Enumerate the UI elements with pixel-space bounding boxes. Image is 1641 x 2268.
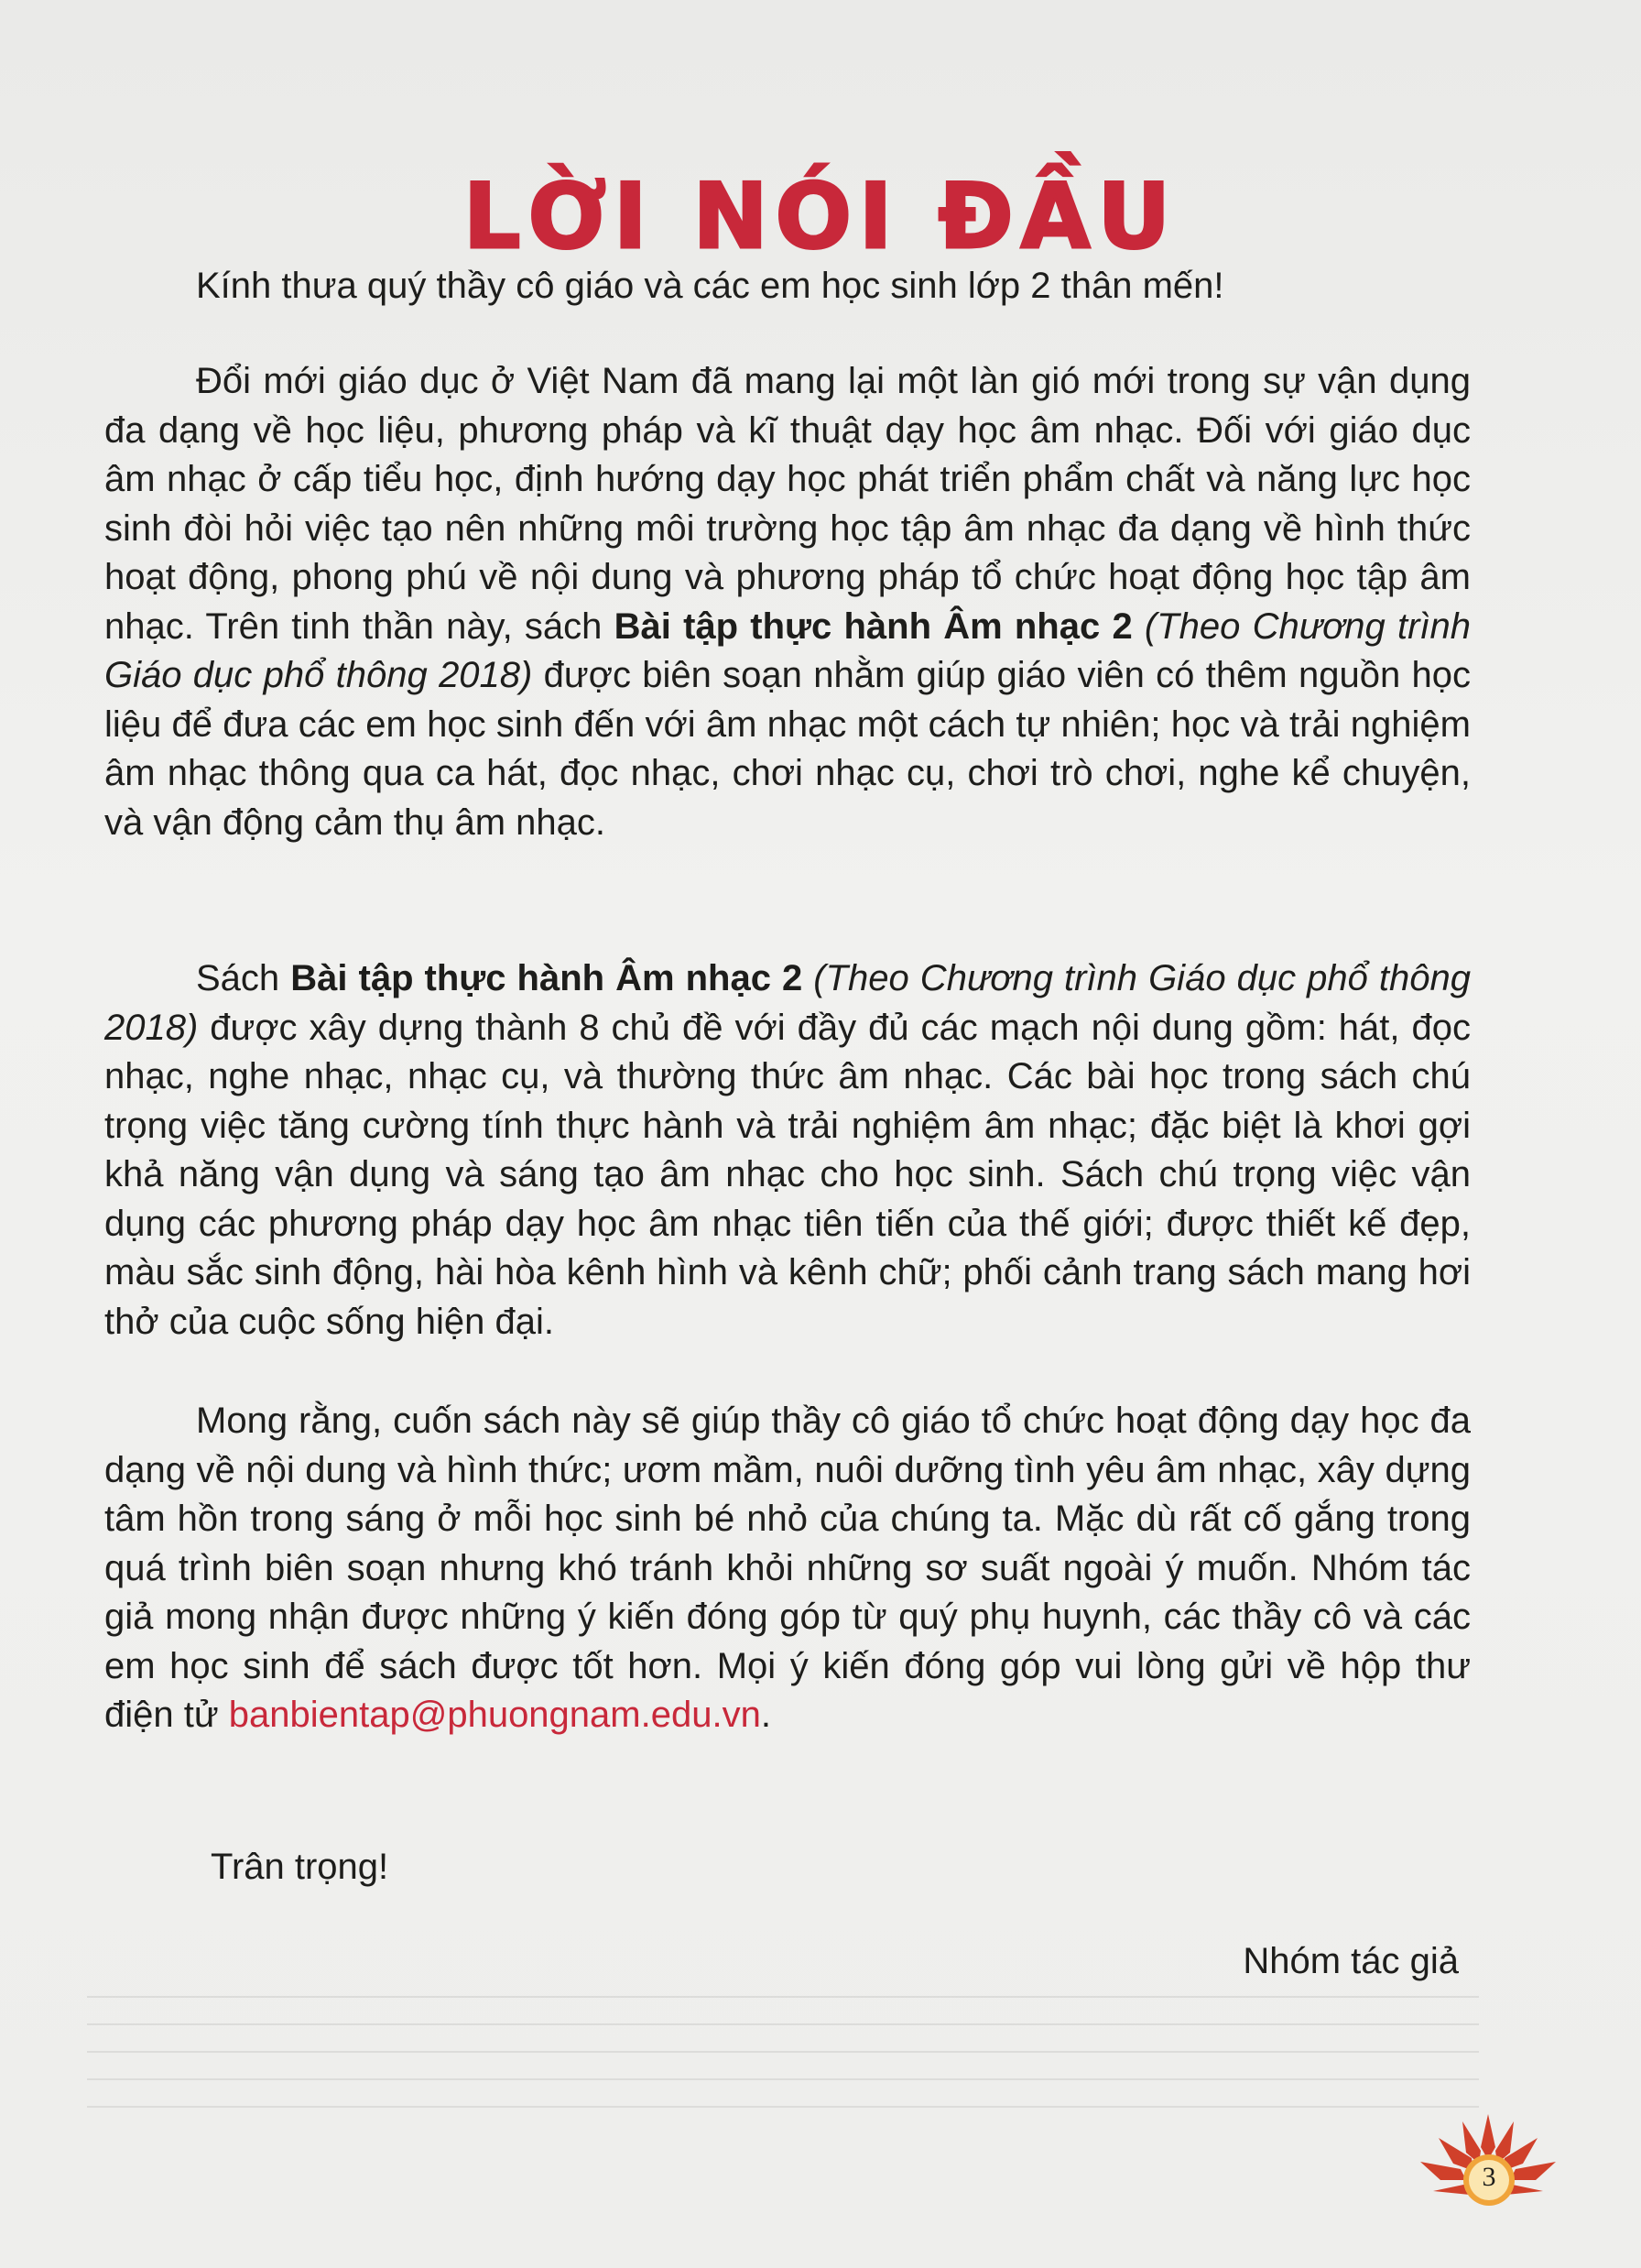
greeting: Kính thưa quý thầy cô giáo và các em học sinh lớp 2 thân mến! [196, 266, 1224, 306]
paragraph-feedback-text: Mong rằng, cuốn sách này sẽ giúp thầy cô giáo tổ chức hoạt động dạy học đa dạng về nội dung và hình thức; ươm mầm, nuôi dưỡng tình yêu âm nhạc, xây dựng tâm hồn trong sáng ở mỗi học sinh bé nhỏ của chúng ta. Mặc dù rất cố gắng trong quá trình biên soạn nhưng khó tránh khỏi những sơ suất ngoài ý muốn. Nhóm tác giả mong nhận được những ý kiến đóng góp từ quý phụ huynh, các thầy cô và các em học sinh để sách được tốt hơn. Mọi ý kiến đóng góp vui lòng gửi về hộp thư điện tử [104, 1401, 1471, 1735]
paragraph-intro [104, 357, 1471, 847]
faded-music-staff [87, 1960, 1479, 2143]
page-number: 3 [1482, 2162, 1496, 2192]
book-subtitle-italic: (Theo Chương trình Giáo dục phổ thông 2018) [104, 605, 1472, 695]
paragraph-structure-lead: Sách [196, 958, 291, 998]
paragraph-feedback-end: . [760, 1695, 771, 1735]
paragraph-intro-text: Đổi mới giáo dục ở Việt Nam đã mang lại một làn gió mới trong sự vận dụng đa dạng về học liệu, phương pháp và kĩ thuật dạy học âm nhạc. Đối với giáo dục âm nhạc ở cấp tiểu học, định hướng dạy học phát triển phẩm chất và năng lực học sinh đòi hỏi việc tạo nên những môi trường học tập âm nhạc đa dạng về hình thức hoạt động, phong phú về nội dung và phương pháp tổ chức hoạt động học tập âm nhạc. Trên tinh thần này, sách [104, 361, 1471, 647]
page-title: LỜI NÓI ĐẦU [462, 164, 1179, 269]
paragraph-intro-rest: được biên soạn nhằm giúp giáo viên có thêm nguồn học liệu để đưa các em học sinh đến với âm nhạc một cách tự nhiên; học và trải nghiệm âm nhạc thông qua ca hát, đọc nhạc, chơi nhạc cụ, chơi trò chơi, nghe kể chuyện, và vận động cảm thụ âm nhạc. [104, 655, 1471, 843]
book-title-bold: Bài tập thực hành Âm nhạc 2 [290, 958, 803, 998]
page-number-badge [1415, 2107, 1561, 2208]
paragraph-structure-rest: được xây dựng thành 8 chủ đề với đầy đủ các mạch nội dung gồm: hát, đọc nhạc, nghe nhạc, nhạc cụ, và thường thức âm nhạc. Các bài học trong sách chú trọng việc tăng cường tính thực hành và trải nghiệm âm nhạc; đặc biệt là khơi gợi khả năng vận dụng và sáng tạo âm nhạc cho học sinh. Sách chú trọng việc vận dụng các phương pháp dạy học âm nhạc tiên tiến của thế giới; được thiết kế đẹp, màu sắc sinh động, hài hòa kênh hình và kênh chữ; phối cảnh trang sách mang hơi thở của cuộc sống hiện đại. [104, 1007, 1471, 1342]
closing-greeting: Trân trọng! [211, 1847, 389, 1887]
book-title-bold: Bài tập thực hành Âm nhạc 2 [614, 605, 1133, 647]
book-subtitle-italic: (Theo Chương trình Giáo dục phổ thông 2018) [104, 958, 1471, 1048]
contact-email-link[interactable]: banbientap@phuongnam.edu.vn [228, 1695, 761, 1735]
paragraph-structure [104, 954, 1471, 1347]
author-signature: Nhóm tác giả [1243, 1941, 1459, 1981]
paragraph-feedback [104, 1397, 1471, 1740]
